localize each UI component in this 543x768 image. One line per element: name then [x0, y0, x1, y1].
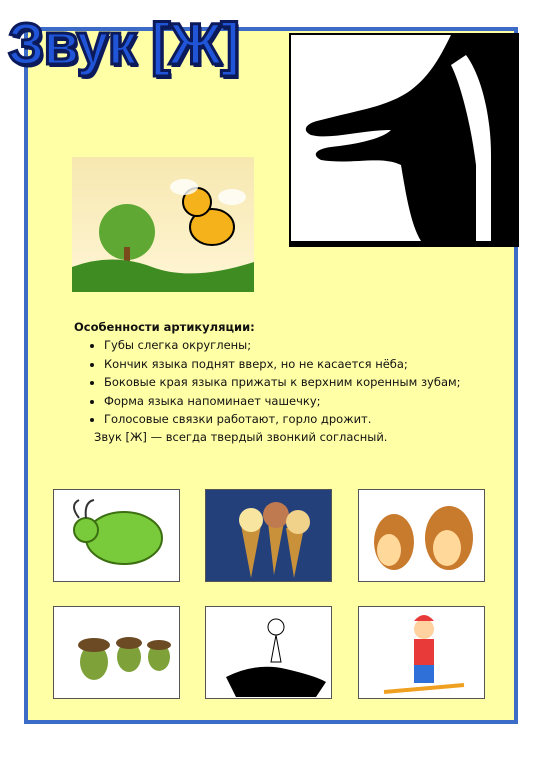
ice-cream-image	[205, 489, 332, 582]
list-item: • Форма языка напоминает чашечку;	[104, 392, 494, 410]
hedgehog-icon	[359, 490, 485, 582]
articulation-heading: Особенности артикуляции:	[74, 320, 255, 334]
skier-icon	[359, 607, 485, 699]
acorns-image	[53, 606, 180, 699]
list-item: • Губы слегка округлены;	[104, 336, 494, 354]
ice-cream-icon	[206, 490, 332, 582]
bee-image	[72, 157, 254, 292]
hedgehogs-image	[358, 489, 485, 582]
list-item: • Боковые края языка прижаты к верхним коренным зубам;	[104, 373, 494, 391]
acorn-icon	[54, 607, 180, 699]
articulation-profile-icon	[291, 35, 513, 241]
articulation-list	[74, 336, 494, 428]
bee-icon	[72, 157, 254, 292]
puddle-image	[205, 606, 332, 699]
beetle-image	[53, 489, 180, 582]
articulation-text	[74, 318, 494, 447]
conclusion-text: Звук [Ж] — всегда твердый звонкий согласный.	[94, 430, 388, 445]
list-item: • Кончик языка поднят вверх, но не касается нёба;	[104, 355, 494, 373]
skier-image	[358, 606, 485, 699]
articulation-profile-image	[289, 33, 519, 247]
puddle-icon	[206, 607, 332, 699]
list-item: • Голосовые связки работают, горло дрожит.	[104, 410, 494, 428]
beetle-icon	[54, 490, 180, 582]
page-title: Звук [Ж]	[8, 12, 239, 77]
